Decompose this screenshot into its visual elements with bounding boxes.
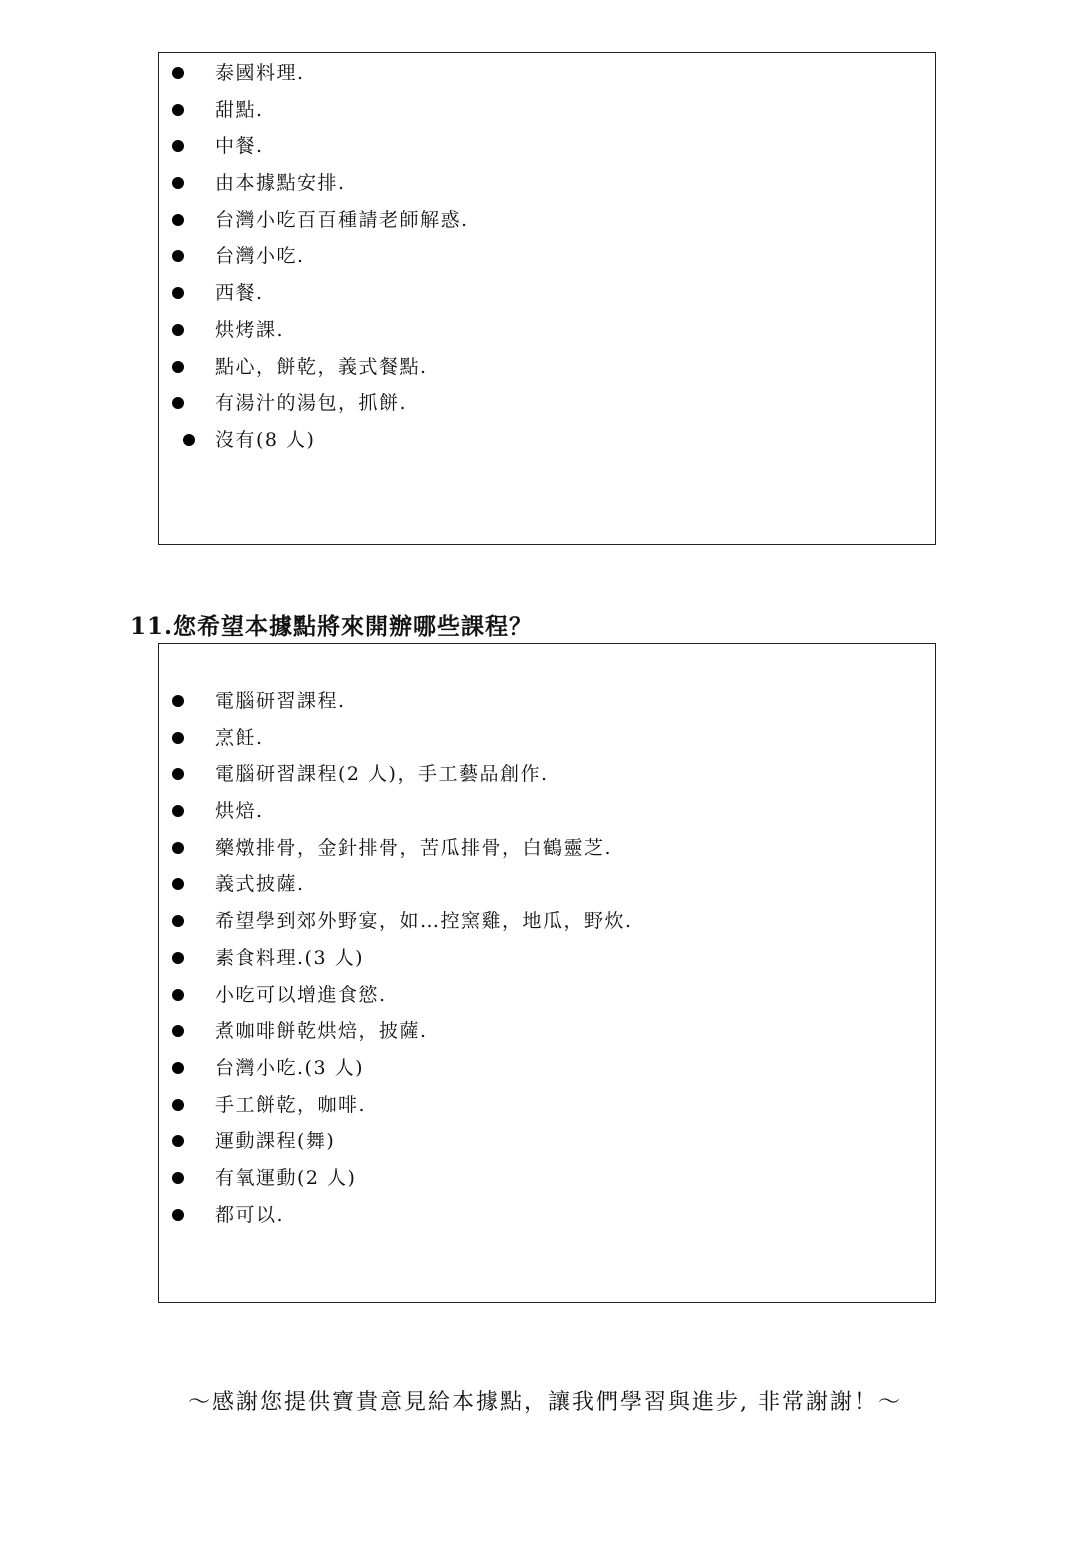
bullet-icon [172,1209,184,1221]
list-item-text: 點心，餅乾，義式餐點. [215,355,428,378]
bullet-icon [172,324,184,336]
bullet-icon [172,695,184,707]
bullet-icon [172,1025,184,1037]
bullet-icon [172,915,184,927]
list-item [159,980,935,1017]
bullet-icon [183,434,195,446]
bullet-icon [172,878,184,890]
bullet-icon [172,768,184,780]
answer-box-question-11 [158,643,936,1303]
list-item [159,278,935,315]
bullet-icon [172,361,184,373]
list-item-text: 西餐. [215,282,264,305]
list-item [159,833,935,870]
bullet-icon [172,104,184,116]
list-item-text: 甜點. [215,98,264,121]
list-item [159,1016,935,1053]
bullet-icon [172,397,184,409]
bullet-icon [172,1135,184,1147]
list-item-text: 藥燉排骨，金針排骨，苦瓜排骨，白鶴靈芝. [215,836,613,859]
list-item-text: 台灣小吃. [215,245,305,268]
list-item-text: 電腦研習課程(2 人)，手工藝品創作. [215,763,549,786]
answer-box-previous [158,52,936,545]
closing-thanks-note: ～感謝您提供寶貴意見給本據點，讓我們學習與進步, 非常謝謝！～ [188,1390,902,1415]
list-item [159,869,935,906]
list-item [159,95,935,132]
list-item-text: 手工餅乾，咖啡. [215,1093,367,1116]
list-item [159,352,935,389]
list-item [159,131,935,168]
bullet-icon [172,1062,184,1074]
list-item-text: 中餐. [215,135,264,158]
bullet-icon [172,177,184,189]
answer-list-previous [159,58,935,462]
list-item-text: 素食料理.(3 人) [215,946,364,969]
list-item [159,388,935,425]
list-item-text: 有氧運動(2 人) [215,1166,357,1189]
bullet-icon [172,1099,184,1111]
list-item [159,315,935,352]
list-item [159,168,935,205]
list-item-text: 沒有(8 人) [215,428,316,451]
bullet-icon [172,250,184,262]
list-item [159,205,935,242]
list-item [159,425,935,462]
answer-list-question-11 [159,686,935,1236]
list-item-text: 小吃可以增進食慾. [215,983,387,1006]
list-item-text: 義式披薩. [215,873,305,896]
bullet-icon [172,952,184,964]
list-item-text: 台灣小吃.(3 人) [215,1056,364,1079]
list-item-text: 烘烤課. [215,318,285,341]
list-item [159,759,935,796]
list-item-text: 有湯汁的湯包，抓餅. [215,392,408,415]
bullet-icon [172,140,184,152]
list-item-text: 由本據點安排. [215,172,346,195]
list-item-text: 希望學到郊外野宴，如…控窯雞，地瓜，野炊. [215,910,633,933]
bullet-icon [172,67,184,79]
list-item-text: 烘焙. [215,800,264,823]
list-item-text: 泰國料理. [215,62,305,84]
list-item [159,58,935,95]
bullet-icon [172,287,184,299]
list-item [159,943,935,980]
bullet-icon [172,1172,184,1184]
list-item [159,906,935,943]
list-item [159,1200,935,1237]
list-item [159,796,935,833]
list-item-text: 電腦研習課程. [215,690,346,712]
bullet-icon [172,732,184,744]
bullet-icon [172,842,184,854]
list-item-text: 台灣小吃百百種請老師解惑. [215,208,469,231]
list-item [159,723,935,760]
list-item [159,1126,935,1163]
list-item [159,241,935,278]
list-item [159,1163,935,1200]
list-item-text: 都可以. [215,1203,285,1226]
bullet-icon [172,805,184,817]
list-item [159,686,935,723]
list-item-text: 運動課程(舞) [215,1130,336,1153]
bullet-icon [172,214,184,226]
list-item-text: 烹飪. [215,726,264,749]
list-item-text: 煮咖啡餅乾烘焙，披薩. [215,1020,428,1043]
question-11-title: 11.您希望本據點將來開辦哪些課程？ [130,613,534,640]
list-item [159,1053,935,1090]
list-item [159,1090,935,1127]
bullet-icon [172,989,184,1001]
